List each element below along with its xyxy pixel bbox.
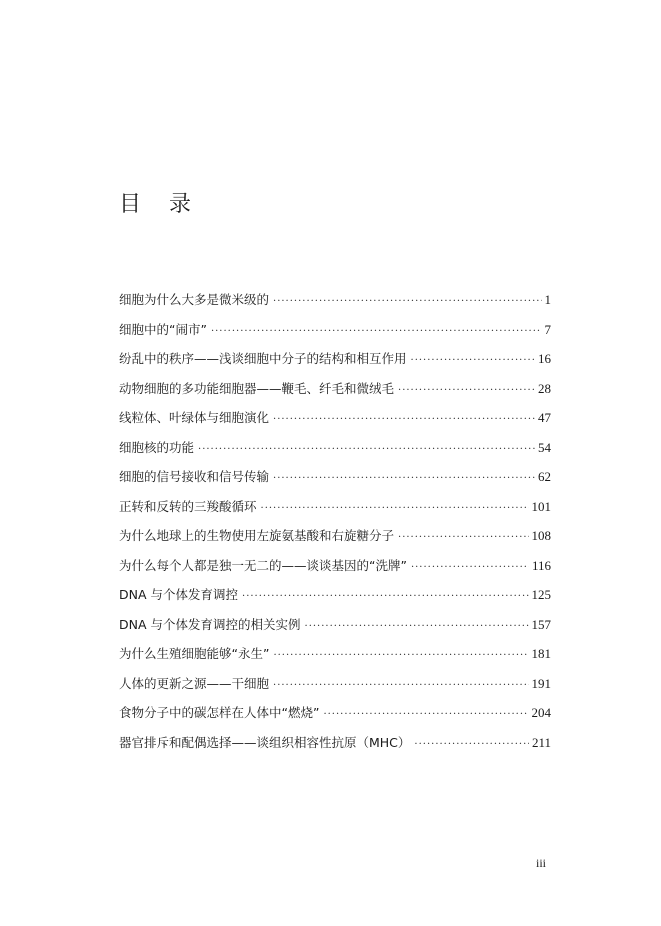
toc-entry[interactable] <box>119 703 551 733</box>
toc-entry-page-number: 28 <box>538 380 551 396</box>
toc-entry-title: 器官排斥和配偶选择——谈组织相容性抗原（MHC） <box>119 734 411 750</box>
toc-entry-title: DNA 与个体发育调控 <box>119 587 239 602</box>
dot-leader <box>305 621 529 632</box>
toc-entry-page-number: 101 <box>531 498 551 514</box>
toc-entry[interactable] <box>119 290 551 320</box>
toc-entry[interactable] <box>119 467 551 497</box>
dot-leader <box>273 414 535 425</box>
toc-entry[interactable] <box>119 349 551 379</box>
toc-entry-page-number: 7 <box>544 321 551 337</box>
toc-entry[interactable] <box>119 320 551 350</box>
toc-entry-title: 为什么每个人都是独一无二的——谈谈基因的“洗牌” <box>119 557 407 573</box>
toc-entry-page-number: 211 <box>531 734 551 750</box>
toc-entry-page-number: 125 <box>531 587 551 602</box>
toc-entry-page-number: 16 <box>538 351 551 366</box>
toc-entry-page-number: 116 <box>531 557 551 573</box>
toc-entry-page-number: 1 <box>544 292 551 307</box>
toc-entry[interactable] <box>119 556 551 586</box>
toc-entry[interactable] <box>119 615 551 645</box>
toc-entry-title: 为什么地球上的生物使用左旋氨基酸和右旋糖分子 <box>119 528 395 543</box>
toc-entry-title: 动物细胞的多功能细胞器——鞭毛、纤毛和微绒毛 <box>119 380 395 396</box>
toc-entry[interactable] <box>119 379 551 409</box>
toc-entry-page-number: 204 <box>531 705 551 720</box>
dot-leader <box>273 473 535 484</box>
toc-entry-title: 细胞核的功能 <box>119 439 195 455</box>
dot-leader <box>323 709 528 720</box>
dot-leader <box>273 680 528 691</box>
dot-leader <box>411 355 535 366</box>
table-of-contents <box>119 290 551 762</box>
toc-entry-page-number: 54 <box>538 439 551 455</box>
toc-entry[interactable] <box>119 497 551 527</box>
dot-leader <box>398 532 528 543</box>
toc-entry-page-number: 191 <box>531 675 551 691</box>
toc-entry[interactable] <box>119 526 551 556</box>
toc-entry-title: DNA 与个体发育调控的相关实例 <box>119 616 301 632</box>
toc-entry[interactable] <box>119 644 551 674</box>
toc-entry-title: 细胞的信号接收和信号传输 <box>119 469 270 484</box>
dot-leader <box>211 326 542 337</box>
toc-entry-page-number: 181 <box>531 646 551 661</box>
toc-entry[interactable] <box>119 438 551 468</box>
dot-leader <box>411 562 529 573</box>
page-number: iii <box>536 856 547 870</box>
dot-leader <box>273 296 541 307</box>
toc-entry-title: 纷乱中的秩序——浅谈细胞中分子的结构和相互作用 <box>119 351 407 366</box>
dot-leader <box>261 503 529 514</box>
toc-entry-page-number: 157 <box>531 616 551 632</box>
dot-leader <box>414 739 529 750</box>
toc-entry[interactable] <box>119 733 551 763</box>
toc-entry-page-number: 62 <box>538 469 551 484</box>
toc-heading: 目 录 <box>119 192 191 217</box>
toc-entry-title: 线粒体、叶绿体与细胞演化 <box>119 410 270 425</box>
toc-entry-page-number: 108 <box>531 528 551 543</box>
toc-entry-page-number: 47 <box>538 410 551 425</box>
toc-entry-title: 为什么生殖细胞能够“永生” <box>119 646 270 661</box>
toc-entry-title: 人体的更新之源——干细胞 <box>119 675 270 691</box>
toc-entry[interactable] <box>119 674 551 704</box>
dot-leader <box>242 591 528 602</box>
dot-leader <box>398 385 535 396</box>
toc-entry[interactable] <box>119 585 551 615</box>
dot-leader <box>273 650 528 661</box>
toc-entry-title: 正转和反转的三羧酸循环 <box>119 498 257 514</box>
toc-entry-title: 细胞为什么大多是微米级的 <box>119 292 270 307</box>
toc-entry-title: 食物分子中的碳怎样在人体中“燃烧” <box>119 705 320 720</box>
toc-entry[interactable] <box>119 408 551 438</box>
dot-leader <box>198 444 535 455</box>
toc-entry-title: 细胞中的“闹市” <box>119 321 207 337</box>
